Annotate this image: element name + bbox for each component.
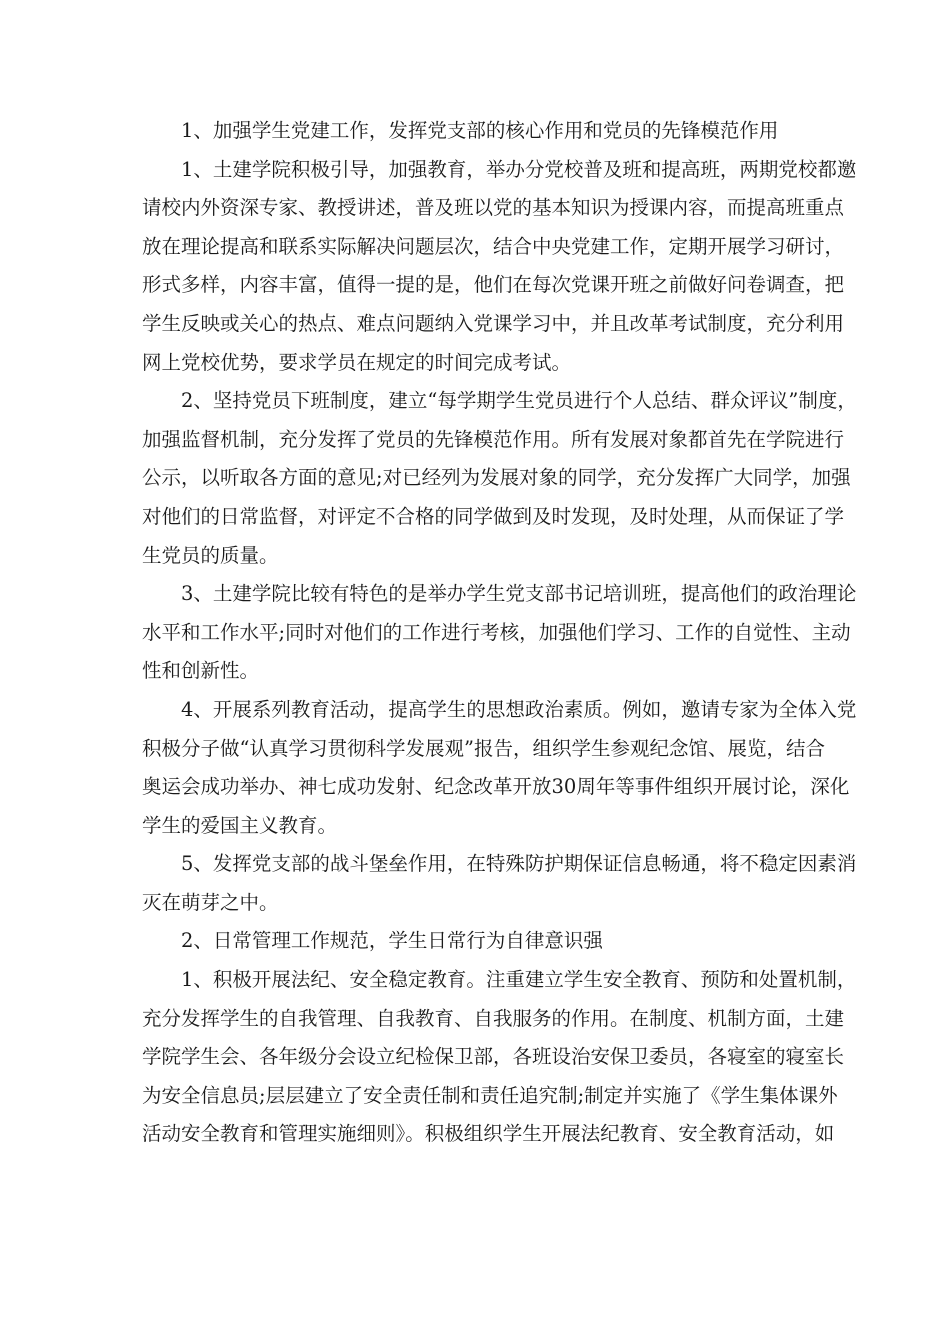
paragraph-heading-1	[103, 112, 853, 151]
text-line: 对他们的日常监督，对评定不合格的同学做到及时发现，及时处理，从而保证了学	[142, 504, 845, 528]
text-line: 生党员的质量。	[142, 543, 279, 567]
text-line: 5、发挥党支部的战斗堡垒作用，在特殊防护期保证信息畅通，将不稳定因素消	[181, 852, 857, 876]
paragraph-education-activities	[103, 691, 857, 845]
paragraph-member-system	[103, 382, 857, 575]
paragraph-fortress-role	[103, 845, 857, 922]
document-body	[103, 112, 857, 1154]
text-line: 奥运会成功举办、神七成功发射、纪念改革开放30周年等事件组织开展讨论，深化	[142, 775, 850, 799]
text-line: 积极分子做“认真学习贯彻科学发展观”报告，组织学生参观纪念馆、展览，结合	[142, 736, 825, 760]
text-line: 1、土建学院积极引导，加强教育，举办分党校普及班和提高班，两期党校都邀	[181, 157, 857, 181]
text-line: 形式多样，内容丰富，值得一提的是，他们在每次党课开班之前做好问卷调查，把	[142, 273, 845, 297]
text-line: 1、积极开展法纪、安全稳定教育。注重建立学生安全教育、预防和处置机制，	[181, 968, 857, 992]
paragraph-heading-2	[103, 922, 853, 961]
text-line: 水平和工作水平;同时对他们的工作进行考核，加强他们学习、工作的自觉性、主动	[142, 620, 851, 644]
text-line: 公示，以听取各方面的意见;对已经列为发展对象的同学，充分发挥广大同学，加强	[142, 466, 851, 490]
text-line: 4、开展系列教育活动，提高学生的思想政治素质。例如，邀请专家为全体入党	[181, 697, 857, 721]
text-line: 加强监督机制，充分发挥了党员的先锋模范作用。所有发展对象都首先在学院进行	[142, 427, 845, 451]
text-line: 学生反映或关心的热点、难点问题纳入党课学习中，并且改革考试制度，充分利用	[142, 311, 845, 335]
text-line: 2、日常管理工作规范，学生日常行为自律意识强	[181, 929, 603, 953]
text-line: 为安全信息员;层层建立了安全责任制和责任追究制;制定并实施了《学生集体课外	[142, 1083, 838, 1107]
text-line: 充分发挥学生的自我管理、自我教育、自我服务的作用。在制度、机制方面，土建	[142, 1006, 845, 1030]
text-line: 学院学生会、各年级分会设立纪检保卫部，各班设治安保卫委员，各寝室的寝室长	[142, 1045, 845, 1069]
paragraph-party-school	[103, 151, 857, 383]
text-line: 学生的爱国主义教育。	[142, 813, 338, 837]
text-line: 请校内外资深专家、教授讲述，普及班以党的基本知识为授课内容，而提高班重点	[142, 196, 845, 220]
text-line: 1、加强学生党建工作，发挥党支部的核心作用和党员的先锋模范作用	[181, 119, 779, 142]
text-line: 网上党校优势，要求学员在规定的时间完成考试。	[142, 350, 572, 374]
text-line: 性和创新性。	[142, 659, 260, 683]
text-line: 2、坚持党员下班制度，建立“每学期学生党员进行个人总结、群众评议”制度，	[181, 389, 857, 413]
text-line: 3、土建学院比较有特色的是举办学生党支部书记培训班，提高他们的政治理论	[181, 582, 857, 606]
paragraph-secretary-training	[103, 575, 857, 691]
text-line: 活动安全教育和管理实施细则》。积极组织学生开展法纪教育、安全教育活动，如	[142, 1122, 835, 1146]
text-line: 灭在萌芽之中。	[142, 890, 279, 914]
paragraph-safety-education	[103, 961, 857, 1154]
text-line: 放在理论提高和联系实际解决问题层次，结合中央党建工作，定期开展学习研讨，	[142, 234, 845, 258]
